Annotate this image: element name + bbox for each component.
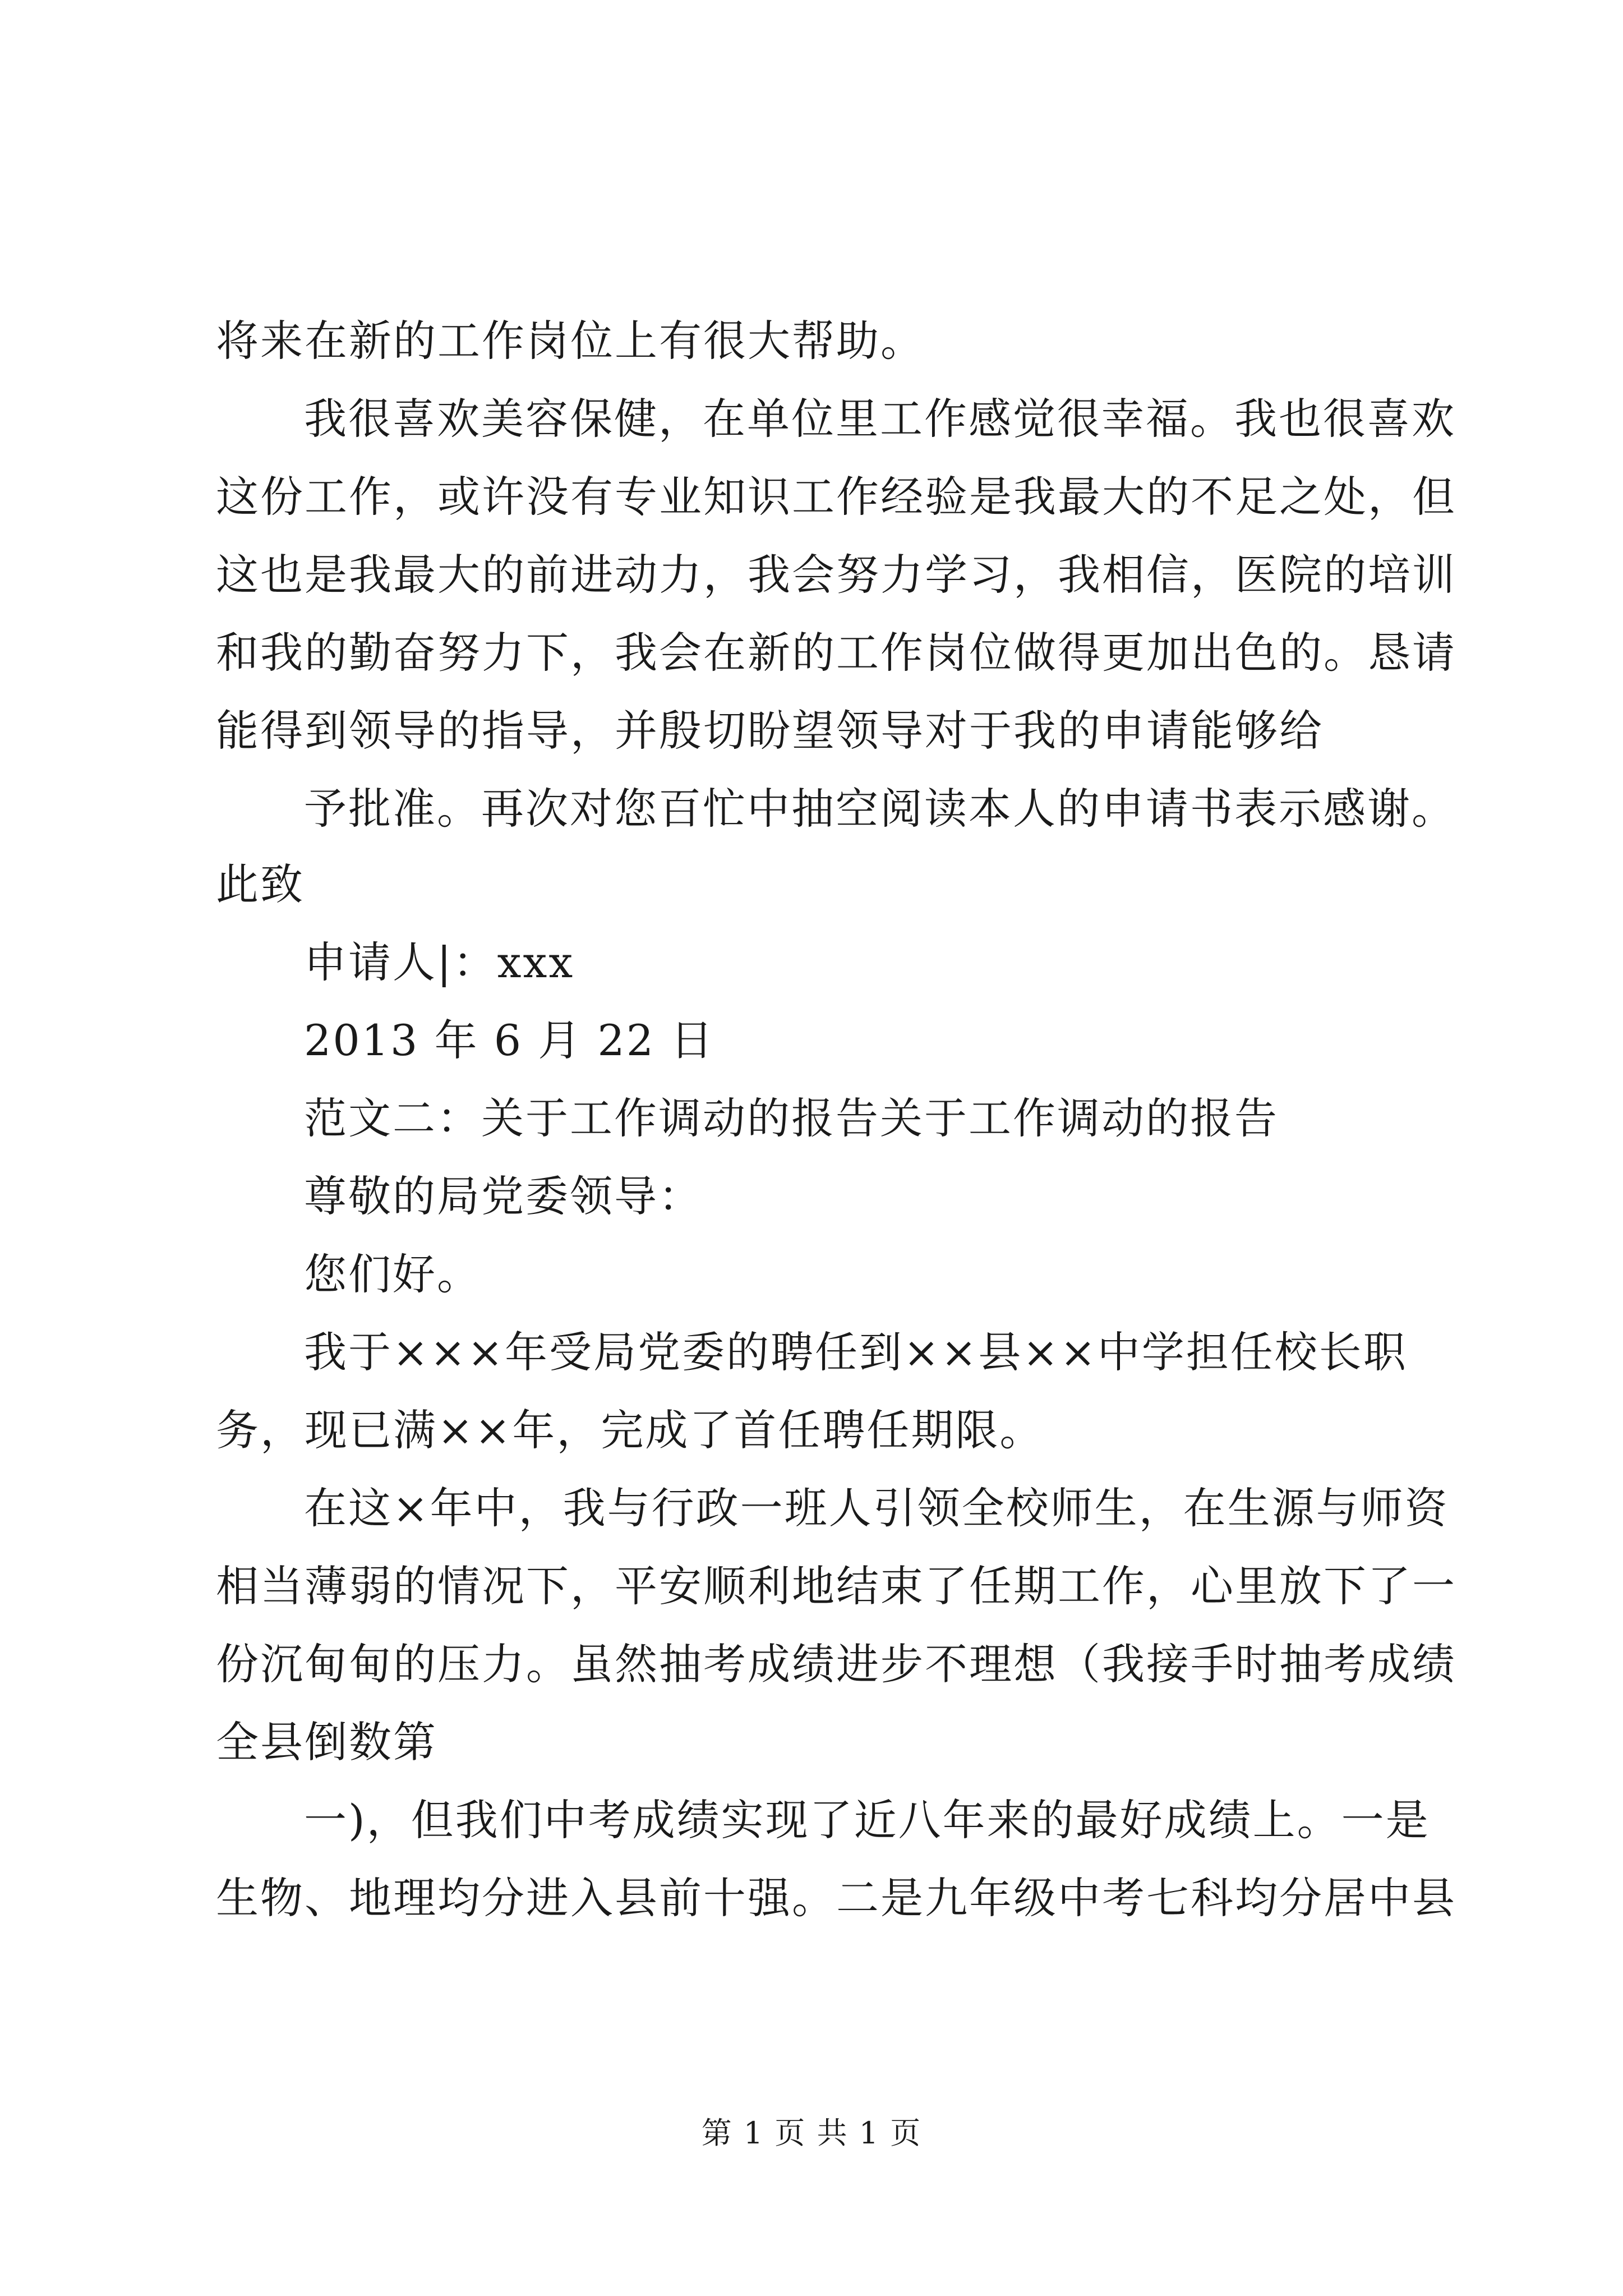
text-line: 和我的勤奋努力下，我会在新的工作岗位做得更加出色的。恳请 [216,628,1456,678]
salutation: 尊敬的局党委领导： [304,1171,703,1221]
text-line: 生物、地理均分进入县前十强。二是九年级中考七科均分居中县 [216,1873,1456,1923]
date-line: 2013 年 6 月 22 日 [304,1015,715,1065]
text-line: 相当薄弱的情况下，平安顺利地结束了任期工作，心里放下了一 [216,1561,1456,1611]
text-line: 将来在新的工作岗位上有很大帮助。 [216,316,925,366]
text-line: 我于×××年受局党委的聘任到××县××中学担任校长职 [304,1327,1408,1377]
text-line: 能得到领导的指导，并殷切盼望领导对于我的申请能够给 [216,706,1324,756]
text-line: 份沉甸甸的压力。虽然抽考成绩进步不理想（我接手时抽考成绩 [216,1639,1456,1689]
signature-line: 申请人|：xxx [304,937,575,987]
text-line: 这也是我最大的前进动力，我会努力学习，我相信，医院的培训 [216,550,1456,600]
section-heading: 范文二：关于工作调动的报告关于工作调动的报告 [304,1093,1279,1143]
text-line: 全县倒数第 [216,1717,437,1767]
text-line: 我很喜欢美容保健，在单位里工作感觉很幸福。我也很喜欢 [304,394,1456,444]
text-line: 务，现已满××年，完成了首任聘任期限。 [216,1405,1044,1455]
text-line: 予批准。再次对您百忙中抽空阅读本人的申请书表示感谢。 [304,784,1456,834]
text-line: 此致 [216,859,305,909]
page-number-footer: 第 1 页 共 1 页 [701,2115,922,2151]
text-line: 这份工作，或许没有专业知识工作经验是我最大的不足之处，但 [216,472,1456,522]
text-line: 一)，但我们中考成绩实现了近八年来的最好成绩上。一是 [304,1795,1430,1845]
text-line: 在这×年中，我与行政一班人引领全校师生，在生源与师资 [304,1483,1449,1533]
greeting: 您们好。 [304,1249,481,1299]
